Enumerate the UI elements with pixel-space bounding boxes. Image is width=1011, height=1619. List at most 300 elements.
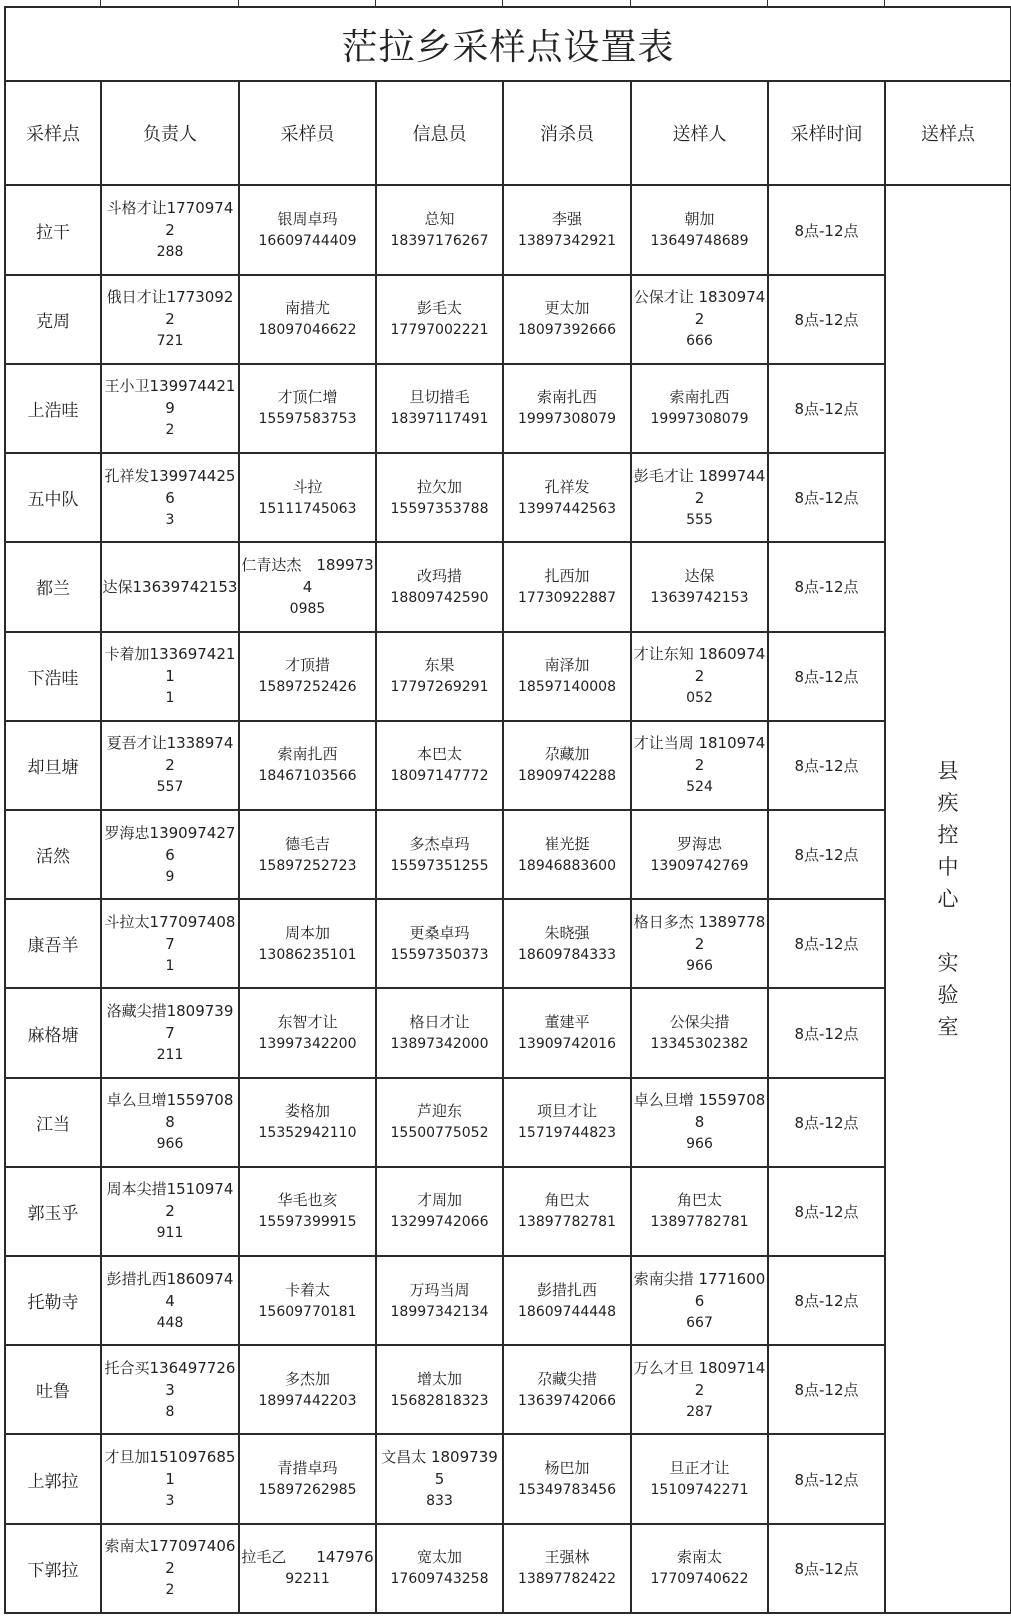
- info-phone: 15500775052: [390, 1125, 489, 1142]
- time-cell: 8点-12点: [768, 810, 885, 899]
- disinfect-phone: 13909742016: [518, 1036, 616, 1052]
- sampler-name: 卡着太: [284, 1280, 330, 1299]
- disinfect-name: 李强: [551, 210, 582, 229]
- courier-cell: [631, 1167, 768, 1256]
- destination-char: 验: [937, 983, 959, 1008]
- sampler-phone: 13997342200: [258, 1036, 357, 1052]
- info-name: 本巴太: [416, 745, 462, 764]
- leader-cell: [101, 1078, 239, 1167]
- sampler-phone: 15897252723: [258, 857, 357, 874]
- info-cell: [376, 988, 503, 1077]
- leader-name: 托合买1364977263: [104, 1358, 236, 1399]
- courier-name: 索南太: [676, 1548, 722, 1567]
- sampler-cell: [239, 1167, 376, 1256]
- table-row: [5, 1524, 1011, 1613]
- courier-phone: 13345302382: [650, 1036, 749, 1052]
- leader-phone: 557: [156, 779, 184, 796]
- table-row: [5, 1078, 1011, 1167]
- courier-cell: [631, 899, 768, 988]
- disinfect-name: 朱晓强: [544, 923, 590, 942]
- leader-name: 彭措扎西18609744: [106, 1269, 234, 1310]
- courier-name: 公保才让 18309742: [633, 288, 766, 329]
- disinfect-cell: [503, 721, 631, 810]
- courier-name: 才让东知 18609742: [633, 645, 766, 686]
- site-cell: 活然: [5, 810, 101, 899]
- leader-name: 王小卫1399744219: [104, 377, 236, 418]
- info-cell: [376, 275, 503, 364]
- table-row: [5, 1256, 1011, 1345]
- site-cell: 吐鲁: [5, 1345, 101, 1434]
- sampler-phone: 15897252426: [258, 679, 357, 696]
- courier-name: 索南扎西: [669, 388, 730, 407]
- info-phone: 13897342000: [390, 1036, 489, 1052]
- header-sampler: 采样员: [239, 81, 376, 185]
- info-cell: [376, 632, 503, 721]
- info-phone: 17797002221: [390, 322, 489, 339]
- table-row: [5, 1167, 1011, 1256]
- leader-phone: 3: [165, 511, 175, 528]
- site-cell: 克周: [5, 275, 101, 364]
- sampler-phone: 16609744409: [258, 233, 357, 250]
- info-phone: 18397117491: [390, 411, 489, 428]
- disinfect-phone: 15349783456: [518, 1482, 616, 1499]
- sampler-cell: [239, 185, 376, 274]
- courier-cell: [631, 185, 768, 274]
- disinfect-name: 更太加: [544, 299, 590, 318]
- sampler-cell: [239, 988, 376, 1077]
- disinfect-phone: 18609784333: [518, 946, 616, 963]
- info-name: 芦迎东: [416, 1102, 462, 1121]
- courier-phone: 287: [686, 1403, 713, 1420]
- destination-char: [886, 915, 1010, 947]
- info-phone: 17797269291: [390, 679, 489, 696]
- courier-cell: [631, 542, 768, 631]
- sampler-name: 德毛吉: [284, 834, 330, 853]
- courier-name: 公保尖措: [669, 1013, 730, 1031]
- courier-name: 罗海忠: [676, 834, 722, 853]
- info-phone: 15597351255: [390, 857, 489, 874]
- disinfect-phone: 13897342921: [518, 233, 616, 250]
- info-name: 总知: [424, 210, 455, 229]
- info-name: 旦切措毛: [409, 388, 470, 407]
- site-cell: 上郭拉: [5, 1434, 101, 1523]
- disinfect-cell: [503, 185, 631, 274]
- sampler-name: 银周卓玛: [277, 210, 338, 229]
- sampler-phone: 15352942110: [258, 1125, 357, 1142]
- leader-name: 斗格才让17709742: [106, 199, 234, 240]
- table-row: [5, 542, 1011, 631]
- header-site: 采样点: [5, 81, 101, 185]
- destination-cell: [885, 185, 1011, 1613]
- title-row: [5, 7, 1011, 81]
- time-cell: 8点-12点: [768, 364, 885, 453]
- header-leader: 负责人: [101, 81, 239, 185]
- sampler-cell: [239, 899, 376, 988]
- leader-name: 周本尖措15109742: [106, 1180, 234, 1221]
- destination-char: 室: [937, 1015, 959, 1040]
- sampler-name: 南措尤: [284, 299, 330, 318]
- info-cell: [376, 1078, 503, 1167]
- disinfect-phone: 17730922887: [518, 589, 616, 606]
- sampler-name: 才顶仁增: [277, 388, 338, 407]
- courier-phone: 052: [686, 690, 713, 707]
- info-name: 增太加: [416, 1369, 462, 1388]
- courier-cell: [631, 1078, 768, 1167]
- disinfect-name: 尕藏加: [544, 745, 590, 764]
- disinfect-name: 崔光挺: [544, 834, 590, 853]
- info-phone: 13299742066: [390, 1214, 489, 1231]
- courier-phone: 966: [686, 1136, 713, 1153]
- table-row: [5, 1434, 1011, 1523]
- disinfect-cell: [503, 1345, 631, 1434]
- courier-cell: [631, 1256, 768, 1345]
- sampler-cell: [239, 1524, 376, 1613]
- sampler-name: 斗拉: [292, 477, 323, 496]
- site-cell: 却旦塘: [5, 721, 101, 810]
- time-cell: 8点-12点: [768, 185, 885, 274]
- sampler-phone: 15597399915: [258, 1214, 357, 1231]
- leader-cell: [101, 899, 239, 988]
- courier-name: 卓么旦增 15597088: [633, 1091, 766, 1132]
- courier-cell: [631, 632, 768, 721]
- time-cell: 8点-12点: [768, 988, 885, 1077]
- sampler-cell: [239, 542, 376, 631]
- destination-char: 心: [937, 887, 959, 912]
- site-cell: 拉干: [5, 185, 101, 274]
- info-name: 改玛措: [416, 566, 462, 585]
- disinfect-cell: [503, 542, 631, 631]
- info-phone: 15682818323: [390, 1392, 489, 1409]
- info-name: 拉欠加: [416, 477, 462, 496]
- leader-cell: [101, 1524, 239, 1613]
- sampler-name: 仁青达杰 1899734: [241, 555, 374, 596]
- disinfect-cell: [503, 275, 631, 364]
- leader-phone: 721: [156, 333, 184, 350]
- disinfect-cell: [503, 810, 631, 899]
- header-time: 采样时间: [768, 81, 885, 185]
- sampler-cell: [239, 632, 376, 721]
- info-name: 彭毛太: [416, 299, 462, 318]
- leader-cell: [101, 1167, 239, 1256]
- header-destination: 送样点: [885, 81, 1011, 185]
- courier-cell: [631, 364, 768, 453]
- sampler-name: 娄格加: [284, 1102, 330, 1121]
- info-name: 更桑卓玛: [409, 923, 470, 942]
- info-cell: [376, 453, 503, 542]
- leader-name: 索南太1770974062: [104, 1537, 236, 1578]
- sampler-phone: 15597583753: [258, 411, 357, 428]
- sampler-name: 青措卓玛: [277, 1459, 338, 1478]
- courier-cell: [631, 810, 768, 899]
- courier-phone: 13897782781: [650, 1214, 749, 1231]
- time-cell: 8点-12点: [768, 1434, 885, 1523]
- time-cell: 8点-12点: [768, 632, 885, 721]
- sampler-name: 东智才让: [277, 1013, 338, 1031]
- leader-name: 俄日才让17730922: [106, 288, 234, 329]
- info-phone: 18809742590: [390, 589, 489, 606]
- destination-char: 疾: [937, 791, 959, 816]
- courier-name: 才让当周 18109742: [633, 734, 766, 775]
- sampler-phone: 15609770181: [258, 1303, 357, 1320]
- site-cell: 郭玉乎: [5, 1167, 101, 1256]
- leader-phone: 3: [165, 1493, 175, 1510]
- leader-phone: 288: [156, 244, 184, 261]
- leader-cell: [101, 1434, 239, 1523]
- info-phone: 18997342134: [390, 1303, 489, 1320]
- courier-cell: [631, 1345, 768, 1434]
- disinfect-cell: [503, 1434, 631, 1523]
- leader-phone: 1: [165, 957, 175, 974]
- site-cell: 下郭拉: [5, 1524, 101, 1613]
- time-cell: 8点-12点: [768, 721, 885, 810]
- sampler-phone: 18097046622: [258, 322, 357, 339]
- courier-phone: 17709740622: [650, 1571, 749, 1588]
- disinfect-phone: 13639742066: [518, 1392, 616, 1409]
- info-name: 东果: [424, 656, 455, 675]
- info-cell: [376, 721, 503, 810]
- leader-cell: [101, 275, 239, 364]
- leader-cell: [101, 185, 239, 274]
- header-info: 信息员: [376, 81, 503, 185]
- courier-name: 朝加: [684, 210, 715, 229]
- courier-cell: [631, 1524, 768, 1613]
- site-cell: 五中队: [5, 453, 101, 542]
- header-disinfect: 消杀员: [503, 81, 631, 185]
- disinfect-phone: 18909742288: [518, 768, 616, 785]
- site-cell: 下浩哇: [5, 632, 101, 721]
- table-row: [5, 275, 1011, 364]
- info-phone: 15597350373: [390, 946, 489, 963]
- info-name: 多杰卓玛: [409, 834, 470, 853]
- info-name: 格日才让: [409, 1013, 470, 1031]
- disinfect-cell: [503, 364, 631, 453]
- sampler-name: 索南扎西: [277, 745, 338, 764]
- time-cell: 8点-12点: [768, 542, 885, 631]
- sampler-cell: [239, 1078, 376, 1167]
- leader-cell: [101, 632, 239, 721]
- disinfect-phone: 13897782781: [518, 1214, 616, 1231]
- courier-name: 角巴太: [676, 1191, 722, 1210]
- courier-cell: [631, 988, 768, 1077]
- info-name: 万玛当周: [409, 1280, 470, 1299]
- site-cell: 麻格塘: [5, 988, 101, 1077]
- courier-phone: 555: [686, 511, 713, 528]
- time-cell: 8点-12点: [768, 453, 885, 542]
- sampler-cell: [239, 810, 376, 899]
- disinfect-name: 扎西加: [544, 566, 590, 585]
- courier-phone: 13649748689: [650, 233, 749, 250]
- site-cell: 托勒寺: [5, 1256, 101, 1345]
- courier-phone: 667: [686, 1314, 713, 1331]
- table-row: [5, 453, 1011, 542]
- page-title: 茫拉乡采样点设置表: [5, 7, 1011, 81]
- leader-name: 卡着加1336974211: [104, 645, 236, 686]
- disinfect-name: 南泽加: [544, 656, 590, 675]
- disinfect-cell: [503, 899, 631, 988]
- sampler-cell: [239, 453, 376, 542]
- site-cell: 江当: [5, 1078, 101, 1167]
- disinfect-name: 尕藏尖措: [536, 1369, 597, 1388]
- leader-phone: 1: [165, 690, 175, 707]
- info-phone: 18097147772: [390, 768, 489, 785]
- disinfect-phone: 15719744823: [518, 1125, 616, 1142]
- leader-phone: 8: [165, 1403, 175, 1420]
- disinfect-cell: [503, 632, 631, 721]
- table-row: [5, 721, 1011, 810]
- sampler-cell: [239, 1256, 376, 1345]
- table-row: [5, 810, 1011, 899]
- disinfect-cell: [503, 1524, 631, 1613]
- disinfect-name: 彭措扎西: [536, 1280, 597, 1299]
- info-phone: 15597353788: [390, 500, 489, 517]
- disinfect-phone: 18946883600: [518, 857, 616, 874]
- leader-name: 洛藏尖措18097397: [106, 1002, 234, 1042]
- disinfect-name: 孔祥发: [544, 477, 590, 496]
- table-row: [5, 899, 1011, 988]
- info-name: 宽太加: [416, 1548, 462, 1567]
- info-cell: [376, 1434, 503, 1523]
- sampler-phone: 15897262985: [258, 1482, 357, 1499]
- courier-phone: 13909742769: [650, 857, 749, 874]
- header-row: [5, 81, 1011, 185]
- info-cell: [376, 185, 503, 274]
- disinfect-phone: 13997442563: [518, 500, 616, 517]
- destination-char: 实: [937, 951, 959, 976]
- sampler-cell: [239, 275, 376, 364]
- disinfect-phone: 18597140008: [518, 679, 616, 696]
- courier-name: 格日多杰 13897782: [633, 912, 766, 953]
- sampler-name: 多杰加: [284, 1369, 330, 1388]
- info-cell: [376, 810, 503, 899]
- time-cell: 8点-12点: [768, 1524, 885, 1613]
- leader-phone: 911: [156, 1225, 184, 1242]
- info-cell: [376, 364, 503, 453]
- disinfect-phone: 18609744448: [518, 1303, 616, 1320]
- leader-phone: 966: [156, 1136, 184, 1153]
- site-cell: 康吾羊: [5, 899, 101, 988]
- info-cell: [376, 899, 503, 988]
- table-row: [5, 185, 1011, 274]
- disinfect-name: 项旦才让: [536, 1102, 597, 1121]
- courier-cell: [631, 275, 768, 364]
- leader-name: 卓么旦增15597088: [106, 1091, 234, 1132]
- info-phone: 18397176267: [390, 233, 489, 250]
- courier-cell: [631, 721, 768, 810]
- disinfect-cell: [503, 453, 631, 542]
- sampler-phone: 13086235101: [258, 946, 357, 963]
- disinfect-cell: [503, 988, 631, 1077]
- sampling-table: [4, 6, 1011, 1614]
- courier-phone: 966: [686, 957, 713, 974]
- disinfect-cell: [503, 1078, 631, 1167]
- disinfect-cell: [503, 1256, 631, 1345]
- leader-name: 孔祥发1399744256: [104, 466, 236, 507]
- leader-cell: [101, 721, 239, 810]
- time-cell: 8点-12点: [768, 1167, 885, 1256]
- table-row: [5, 632, 1011, 721]
- sampler-cell: [239, 1434, 376, 1523]
- leader-name: 夏吾才让13389742: [106, 734, 234, 775]
- destination-char: 县: [937, 759, 959, 784]
- leader-phone: 448: [156, 1314, 184, 1331]
- site-cell: 都兰: [5, 542, 101, 631]
- courier-phone: 524: [686, 779, 713, 796]
- leader-cell: [101, 453, 239, 542]
- sampler-name: 拉毛乙 147976: [241, 1548, 374, 1567]
- courier-phone: 666: [686, 333, 713, 350]
- leader-cell: [101, 1345, 239, 1434]
- info-cell: [376, 1524, 503, 1613]
- time-cell: 8点-12点: [768, 1256, 885, 1345]
- leader-cell: [101, 988, 239, 1077]
- info-phone: 833: [426, 1493, 453, 1510]
- sampler-phone: 18467103566: [258, 768, 357, 785]
- time-cell: 8点-12点: [768, 275, 885, 364]
- leader-name: 才旦加1510976851: [104, 1448, 236, 1489]
- sampler-cell: [239, 721, 376, 810]
- disinfect-name: 杨巴加: [544, 1459, 590, 1478]
- leader-cell: [101, 364, 239, 453]
- leader-phone: 9: [165, 868, 175, 885]
- leader-name: 斗拉太1770974087: [104, 912, 236, 953]
- header-courier: 送样人: [631, 81, 768, 185]
- courier-cell: [631, 1434, 768, 1523]
- disinfect-phone: 18097392666: [518, 322, 616, 339]
- time-cell: 8点-12点: [768, 1345, 885, 1434]
- sampler-phone: 92211: [285, 1571, 330, 1588]
- leader-phone: 2: [165, 1582, 175, 1599]
- table-row: [5, 988, 1011, 1077]
- sampler-name: 周本加: [284, 923, 330, 942]
- courier-phone: 15109742271: [650, 1482, 749, 1499]
- courier-name: 彭毛才让 18997442: [633, 466, 766, 507]
- courier-phone: 19997308079: [650, 411, 749, 428]
- courier-cell: [631, 453, 768, 542]
- time-cell: 8点-12点: [768, 1078, 885, 1167]
- info-name: 才周加: [416, 1191, 462, 1210]
- sampler-phone: 15111745063: [258, 500, 357, 517]
- time-cell: 8点-12点: [768, 899, 885, 988]
- sampler-cell: [239, 364, 376, 453]
- disinfect-name: 董建平: [544, 1013, 590, 1031]
- info-phone: 17609743258: [390, 1571, 489, 1588]
- courier-name: 万么才旦 18097142: [633, 1358, 766, 1399]
- info-cell: [376, 542, 503, 631]
- info-cell: [376, 1345, 503, 1434]
- sampler-cell: [239, 1345, 376, 1434]
- site-cell: 上浩哇: [5, 364, 101, 453]
- leader-name: 达保13639742153: [102, 577, 238, 596]
- sampler-phone: 0985: [289, 600, 326, 617]
- leader-name: 罗海忠1390974276: [104, 823, 236, 864]
- courier-name: 达保: [684, 566, 715, 585]
- leader-cell: [101, 1256, 239, 1345]
- sampler-name: 才顶措: [284, 656, 330, 675]
- destination-char: 中: [937, 855, 959, 880]
- disinfect-phone: 13897782422: [518, 1571, 616, 1588]
- leader-cell: [101, 810, 239, 899]
- info-cell: [376, 1256, 503, 1345]
- courier-phone: 13639742153: [650, 589, 749, 606]
- disinfect-phone: 19997308079: [518, 411, 616, 428]
- destination-char: 控: [937, 823, 959, 848]
- disinfect-name: 索南扎西: [536, 388, 597, 407]
- sampler-name: 华毛也亥: [277, 1191, 338, 1210]
- disinfect-name: 王强林: [544, 1548, 590, 1567]
- disinfect-cell: [503, 1167, 631, 1256]
- table-row: [5, 364, 1011, 453]
- disinfect-name: 角巴太: [544, 1191, 590, 1210]
